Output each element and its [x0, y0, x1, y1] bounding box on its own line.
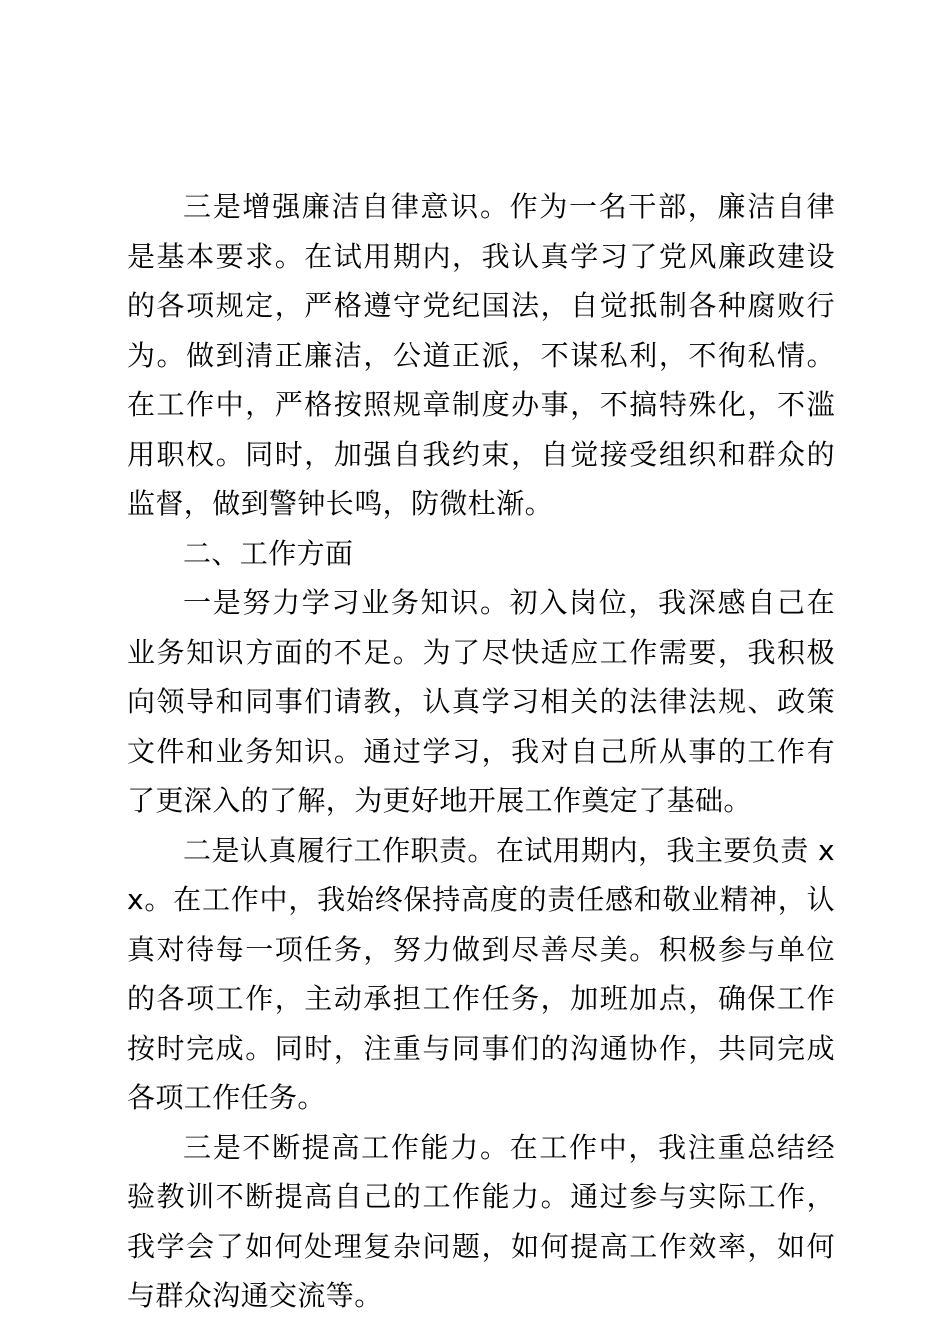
- paragraph-study-business-knowledge: 一是努力学习业务知识。初入岗位，我深感自己在业务知识方面的不足。为了尽快适应工作需要，我积极向领导和同事们请教，认真学习相关的法律法规、政策文件和业务知识。通过学习，我对自己所从事的工作有了更深入的了解，为更好地开展工作奠定了基础。: [127, 586, 835, 817]
- paragraph-integrity-self-discipline: 三是增强廉洁自律意识。作为一名干部，廉洁自律是基本要求。在试用期内，我认真学习了党风廉政建设的各项规定，严格遵守党纪国法，自觉抵制各种腐败行为。做到清正廉洁，公道正派，不谋私利，不徇私情。在工作中，严格按照规章制度办事，不搞特殊化，不滥用职权。同时，加强自我约束，自觉接受组织和群众的监督，做到警钟长鸣，防微杜渐。: [127, 190, 835, 520]
- section-heading-work: 二、工作方面: [183, 536, 354, 570]
- document-body: [127, 182, 835, 1321]
- paragraph-improve-ability: 三是不断提高工作能力。在工作中，我注重总结经验教训不断提高自己的工作能力。通过参与实际工作，我学会了如何处理复杂问题，如何提高工作效率，如何与群众沟通交流等。: [127, 1130, 835, 1312]
- paragraph-fulfill-duties: 二是认真履行工作职责。在试用期内，我主要负责 xx。在工作中，我始终保持高度的责任感和敬业精神，认真对待每一项任务，努力做到尽善尽美。积极参与单位的各项工作，主动承担工作任务，加班加点，确保工作按时完成。同时，注重与同事们的沟通协作，共同完成各项工作任务。: [127, 833, 835, 1114]
